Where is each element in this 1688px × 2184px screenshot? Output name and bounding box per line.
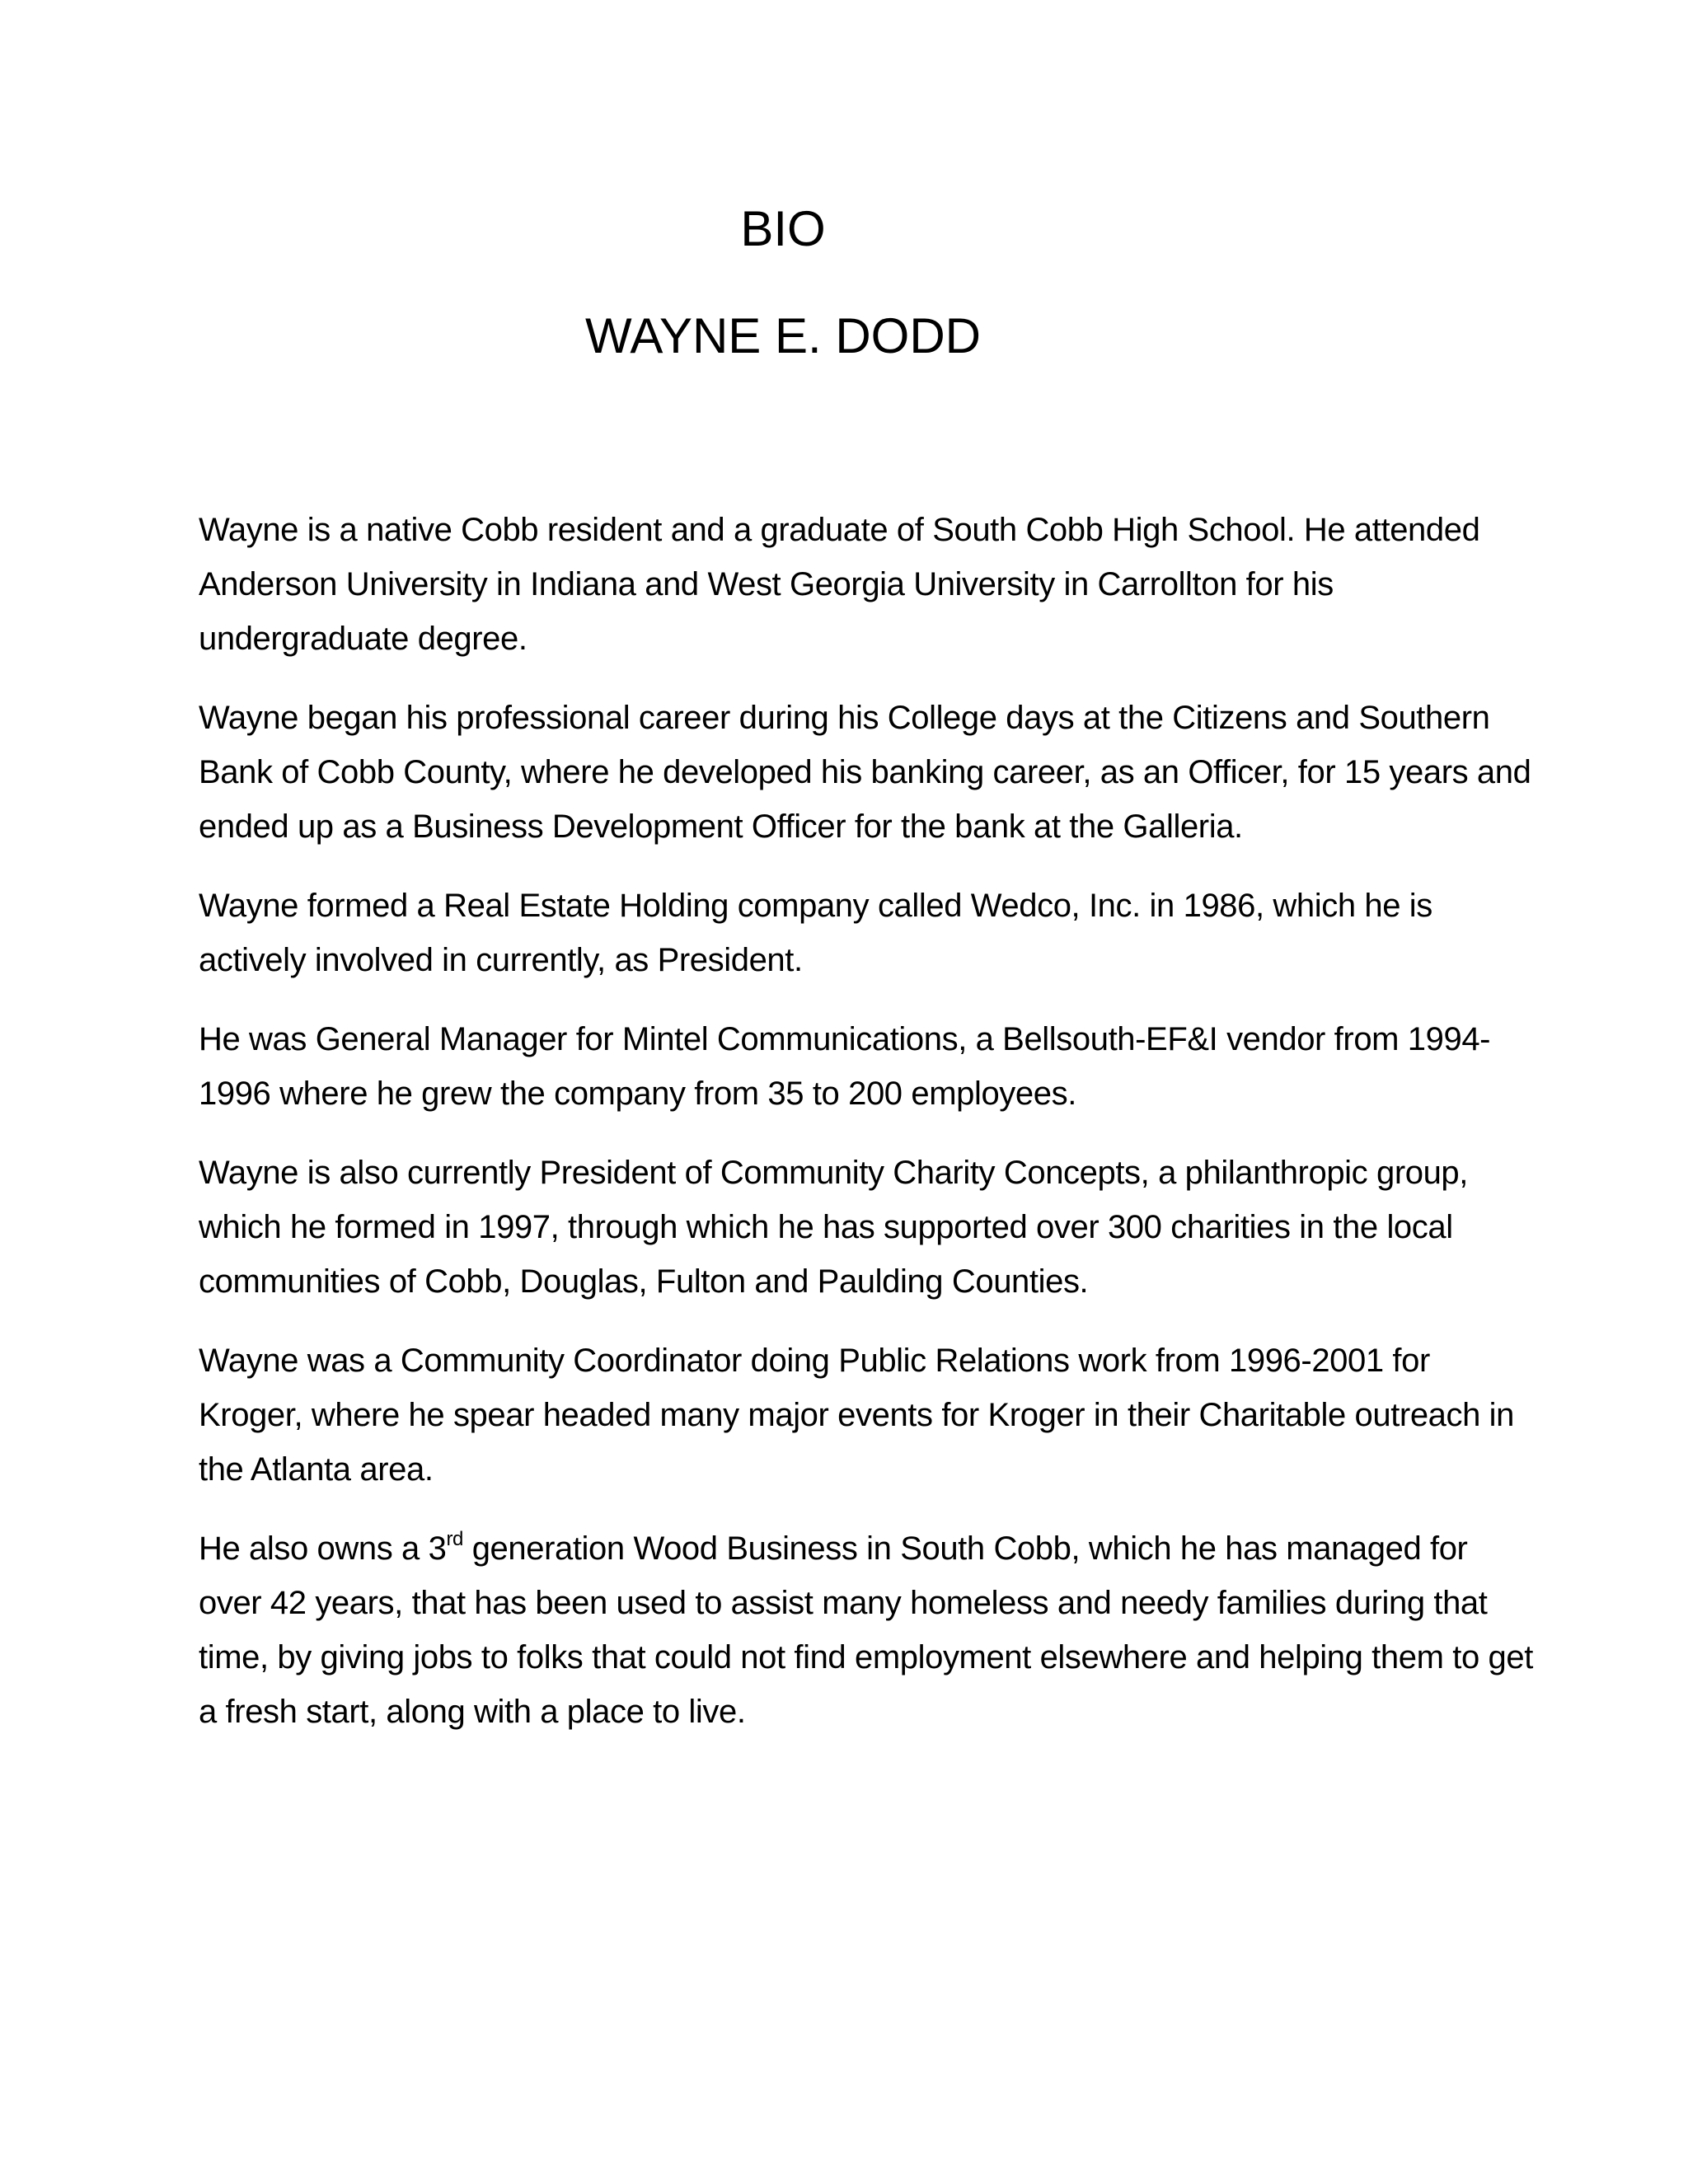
wood-business-text-end: generation Wood Business in South Cobb, which he has managed for over 42 years, that has been used to assist many homeless and needy families during that time, by giving jobs to folks that could not find employment elsewhere and helping them to get a fresh start, along with a place to live. xyxy=(199,1530,1533,1730)
document-label: BIO xyxy=(740,201,826,256)
person-name: WAYNE E. DODD xyxy=(584,308,982,363)
bio-paragraph-banking-career: Wayne began his professional career during his College days at the Citizens and Southern Bank of Cobb County, where he developed his banking career, as an Officer, for 15 years and ended up as a Business Development Officer for the bank at the Galleria. xyxy=(199,700,1531,845)
wood-business-text-start: He also owns a 3 xyxy=(199,1530,447,1567)
bio-paragraph-charity: Wayne is also currently President of Community Charity Concepts, a philanthropic group, which he formed in 1997, through which he has supported over 300 charities in the local communities of Cobb, Douglas, Fulton and Paulding Counties. xyxy=(199,1155,1468,1300)
bio-paragraph-education: Wayne is a native Cobb resident and a graduate of South Cobb High School. He attended Anderson University in Indiana and West Georgia University in Carrollton for his undergraduate degree. xyxy=(199,512,1480,657)
bio-body xyxy=(199,503,1534,1764)
bio-paragraph-wood-business xyxy=(199,1521,1534,1739)
bio-paragraph-kroger: Wayne was a Community Coordinator doing Public Relations work from 1996-2001 for Kroger, where he spear headed many major events for Kroger in their Charitable outreach in the Atlanta area. xyxy=(199,1343,1515,1488)
bio-paragraph-real-estate: Wayne formed a Real Estate Holding company called Wedco, Inc. in 1986, which he is actively involved in currently, as President. xyxy=(199,888,1432,978)
bio-paragraph-mintel: He was General Manager for Mintel Communications, a Bellsouth-EF&I vendor from 1994-1996 where he grew the company from 35 to 200 employees. xyxy=(199,1021,1491,1112)
ordinal-superscript: rd xyxy=(446,1528,463,1551)
